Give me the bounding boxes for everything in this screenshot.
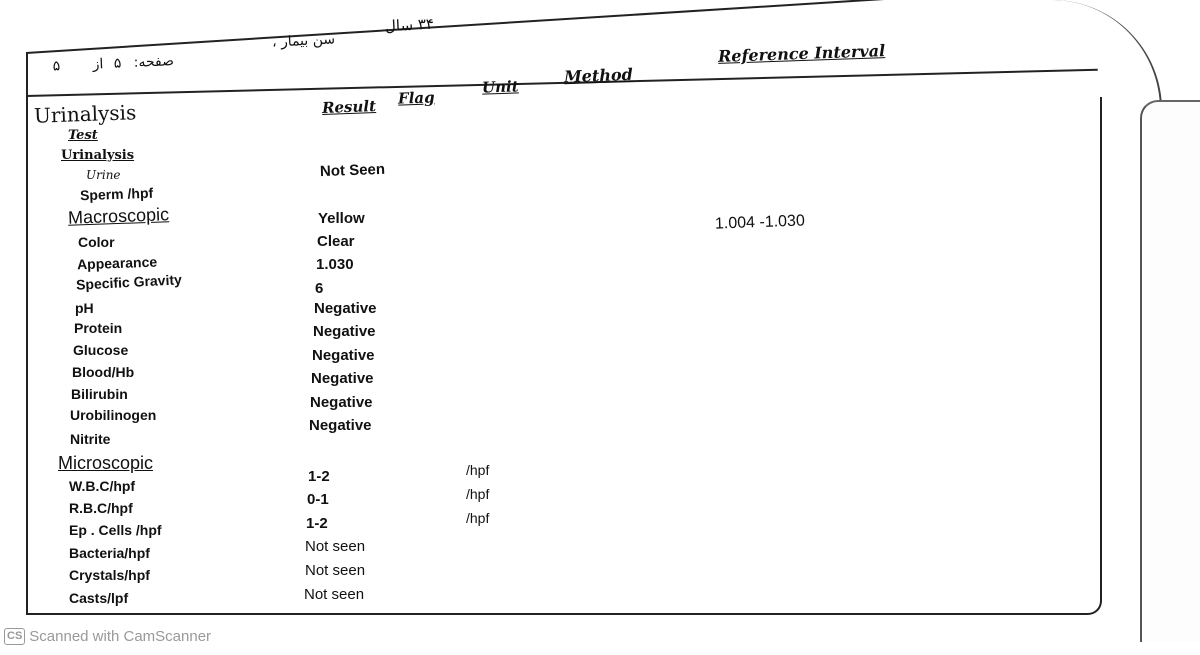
group-title: Urinalysis	[61, 148, 135, 163]
test-name: Bilirubin	[71, 386, 128, 402]
test-name: Nitrite	[70, 431, 111, 447]
test-result: Negative	[310, 394, 373, 411]
test-result: Negative	[312, 347, 375, 364]
test-name: Appearance	[76, 253, 158, 273]
test-name: Color	[78, 234, 115, 250]
next-page-edge	[1140, 100, 1200, 642]
test-result: 1-2	[306, 515, 328, 532]
unit-value: /hpf	[466, 510, 490, 526]
test-name: Ep . Cells /hpf	[69, 522, 162, 538]
test-name: Sperm /hpf	[79, 184, 154, 204]
test-name: W.B.C/hpf	[69, 478, 136, 494]
unit-value: /hpf	[466, 462, 490, 478]
test-result: Negative	[309, 417, 372, 434]
test-result: 1-2	[308, 468, 330, 485]
unit-value: /hpf	[466, 486, 490, 502]
report-title: Urinalysis	[33, 100, 137, 128]
test-result: 1.030	[316, 256, 354, 273]
test-result: 6	[315, 280, 324, 297]
header-border-left	[26, 52, 28, 97]
column-flag: Flag	[397, 88, 435, 108]
test-result: Negative	[311, 370, 374, 387]
column-reference-interval: Reference Interval	[717, 41, 886, 66]
table-border-top	[26, 69, 1098, 97]
test-result: Not seen	[305, 562, 366, 579]
test-name: Specific Gravity	[75, 271, 183, 293]
test-result: Not seen	[305, 538, 366, 555]
column-method: Method	[563, 64, 634, 87]
test-name: Bacteria/hpf	[69, 545, 150, 561]
page-of: از	[92, 56, 104, 73]
page-total: ۵	[52, 58, 61, 75]
reference-value: 1.004 -1.030	[714, 212, 806, 233]
test-column-label: Test	[68, 128, 98, 143]
test-result: Clear	[317, 233, 355, 250]
column-result: Result	[321, 97, 377, 117]
page-label: صفحه:	[133, 53, 175, 71]
test-result: Not Seen	[319, 160, 386, 181]
test-result: Negative	[313, 323, 376, 340]
camscanner-logo-icon: CS	[4, 628, 25, 645]
report-frame	[26, 97, 1102, 615]
test-result: 0-1	[307, 491, 329, 508]
section-macroscopic: Macroscopic	[67, 204, 170, 228]
test-name: Protein	[74, 320, 123, 336]
test-name: Crystals/hpf	[69, 567, 150, 583]
patient-age-value: ۳۴ سال	[384, 14, 435, 36]
column-unit: Unit	[481, 77, 519, 97]
section-microscopic: Microscopic	[58, 453, 154, 473]
watermark-text: Scanned with CamScanner	[29, 628, 212, 645]
test-result: Not seen	[304, 586, 365, 603]
test-name: Casts/lpf	[69, 590, 129, 606]
test-name: Urobilinogen	[70, 407, 157, 423]
page-indicator	[44, 53, 175, 75]
test-result: Negative	[314, 300, 377, 317]
camscanner-watermark	[4, 628, 211, 645]
test-name: R.B.C/hpf	[69, 500, 133, 516]
specimen-label: Urine	[86, 168, 121, 182]
page-current: ۵	[113, 55, 122, 72]
patient-age-label: سن بیمار ،	[271, 31, 336, 51]
test-name: pH	[75, 300, 94, 316]
test-name: Glucose	[73, 342, 129, 358]
test-name: Blood/Hb	[72, 364, 135, 380]
test-result: Yellow	[318, 210, 365, 227]
